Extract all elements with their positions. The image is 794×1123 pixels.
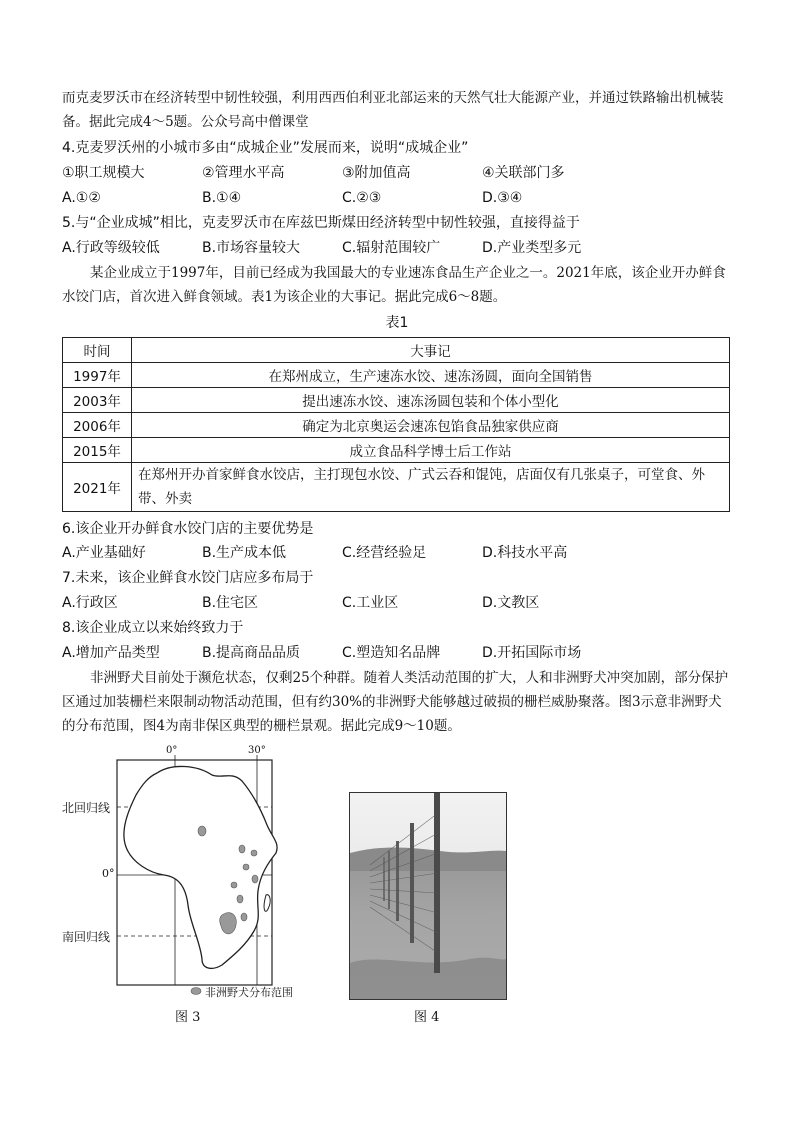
choice-a[interactable]: A.增加产品类型 bbox=[62, 645, 160, 661]
events-table bbox=[62, 337, 730, 512]
choice-d[interactable]: D.开拓国际市场 bbox=[482, 645, 582, 661]
question-8-stem: 8.该企业成立以来始终致力于 bbox=[62, 620, 244, 636]
intro-paragraph-2: 某企业成立于1997年，目前已经成为我国最大的专业速冻食品生产企业之一。2021年底，该企业开办鲜食水饺门店，首次进入鲜食领域。表1为该企业的大事记。据此完成6～8题。 bbox=[62, 265, 726, 305]
choice-c[interactable]: C.经营经验足 bbox=[342, 545, 427, 561]
question-5-choices bbox=[62, 236, 734, 260]
figure-3-caption: 图 3 bbox=[175, 1010, 201, 1025]
choice-d[interactable]: D.产业类型多元 bbox=[482, 240, 582, 256]
choice-c[interactable]: C.塑造知名品牌 bbox=[342, 645, 441, 661]
figure-4-caption: 图 4 bbox=[414, 1010, 440, 1025]
question-4-choices bbox=[62, 186, 734, 210]
question-8-choices bbox=[62, 641, 734, 665]
row-year: 2006年 bbox=[63, 413, 132, 438]
table-header-row bbox=[63, 338, 730, 363]
row-event: 提出速冻水饺、速冻汤圆包装和个体小型化 bbox=[132, 388, 730, 413]
choice-b[interactable]: B.住宅区 bbox=[202, 595, 259, 611]
table-row bbox=[63, 388, 730, 413]
choice-c[interactable]: C.辐射范围较广 bbox=[342, 240, 441, 256]
choice-c[interactable]: C.工业区 bbox=[342, 595, 399, 611]
table-row bbox=[63, 363, 730, 388]
statement-4: ④关联部门多 bbox=[482, 165, 565, 181]
question-7-stem: 7.未来，该企业鲜食水饺门店应多布局于 bbox=[62, 570, 314, 586]
map-legend-label: 非洲野犬分布范围 bbox=[205, 986, 293, 999]
question-7-choices bbox=[62, 591, 734, 615]
choice-a[interactable]: A.①② bbox=[62, 190, 101, 206]
choice-b[interactable]: B.①④ bbox=[202, 190, 242, 206]
choice-a[interactable]: A.行政等级较低 bbox=[62, 240, 160, 256]
question-4-stem: 4.克麦罗沃州的小城市多由“成城企业”发展而来，说明“成城企业” bbox=[62, 140, 469, 156]
row-event: 在郑州开办首家鲜食水饺店，主打现包水饺、广式云吞和馄饨，店面仅有几张桌子，可堂食、外带、外卖 bbox=[132, 463, 730, 512]
question-4-statements bbox=[62, 161, 734, 185]
intro-paragraph-3: 非洲野犬目前处于濒危状态，仅剩25个种群。随着人类活动范围的扩大，人和非洲野犬冲突加剧，部分保护区通过加装栅栏来限制动物活动范围，但有约30%的非洲野犬能够越过破损的栅栏威胁聚落。图3示意非洲野犬的分布范围，图4为南非保区典型的栅栏景观。据此完成9～10题。 bbox=[62, 670, 729, 734]
choice-d[interactable]: D.③④ bbox=[482, 190, 523, 206]
row-event: 在郑州成立，生产速冻水饺、速冻汤圆，面向全国销售 bbox=[132, 363, 730, 388]
fence-post bbox=[396, 841, 399, 921]
row-year: 1997年 bbox=[63, 363, 132, 388]
statement-3: ③附加值高 bbox=[342, 165, 411, 181]
statement-2: ②管理水平高 bbox=[202, 165, 285, 181]
choice-b[interactable]: B.生产成本低 bbox=[202, 545, 287, 561]
fence-post bbox=[410, 823, 414, 943]
question-6-choices bbox=[62, 541, 734, 565]
row-year: 2003年 bbox=[63, 388, 132, 413]
choice-d[interactable]: D.科技水平高 bbox=[482, 545, 568, 561]
row-event: 成立食品科学博士后工作站 bbox=[132, 438, 730, 463]
tropic-of-cancer-label: 北回归线 bbox=[62, 801, 111, 815]
choice-a[interactable]: A.产业基础好 bbox=[62, 545, 146, 561]
row-event: 确定为北京奥运会速冻包馅食品独家供应商 bbox=[132, 413, 730, 438]
row-year: 2015年 bbox=[63, 438, 132, 463]
table-row bbox=[63, 438, 730, 463]
statement-1: ①职工规模大 bbox=[62, 165, 145, 181]
question-6-stem: 6.该企业开办鲜食水饺门店的主要优势是 bbox=[62, 521, 314, 537]
tropic-of-capricorn-label: 南回归线 bbox=[62, 930, 111, 944]
choice-a[interactable]: A.行政区 bbox=[62, 595, 118, 611]
equator-label: 0° bbox=[102, 867, 115, 880]
range-patch bbox=[198, 826, 206, 836]
range-patch bbox=[239, 845, 245, 853]
choice-b[interactable]: B.提高商品品质 bbox=[202, 645, 301, 661]
table-row bbox=[63, 413, 730, 438]
madagascar-outline bbox=[264, 895, 270, 912]
header-events: 大事记 bbox=[132, 338, 730, 363]
africa-outline bbox=[124, 766, 277, 968]
range-patch bbox=[243, 864, 249, 870]
table-row bbox=[63, 463, 730, 512]
africa-map bbox=[62, 745, 282, 1005]
fence-photo bbox=[349, 792, 507, 1000]
lon-30-label: 30° bbox=[248, 745, 266, 756]
range-patch bbox=[251, 850, 257, 856]
fence-photo-image bbox=[350, 793, 506, 999]
legend-swatch bbox=[191, 988, 201, 995]
choice-d[interactable]: D.文教区 bbox=[482, 595, 540, 611]
question-5-stem: 5.与“企业成城”相比，克麦罗沃市在库兹巴斯煤田经济转型中韧性较强，直接得益于 bbox=[62, 215, 580, 231]
africa-map-figure bbox=[62, 745, 293, 1005]
choice-b[interactable]: B.市场容量较大 bbox=[202, 240, 301, 256]
intro-paragraph-1: 而克麦罗沃市在经济转型中韧性较强，利用西西伯利亚北部运来的天然气壮大能源产业，并通过铁路输出机械装备。据此完成4～5题。公众号高中僧课堂 bbox=[62, 90, 724, 130]
range-patch bbox=[241, 913, 247, 921]
table-caption: 表1 bbox=[385, 315, 409, 331]
range-patch bbox=[237, 895, 243, 903]
choice-c[interactable]: C.②③ bbox=[342, 190, 382, 206]
range-patch bbox=[231, 882, 237, 888]
header-time: 时间 bbox=[63, 338, 132, 363]
range-patch bbox=[252, 875, 258, 883]
lon-0-label: 0° bbox=[166, 745, 178, 756]
fence-post bbox=[434, 793, 440, 973]
row-year: 2021年 bbox=[63, 463, 132, 512]
